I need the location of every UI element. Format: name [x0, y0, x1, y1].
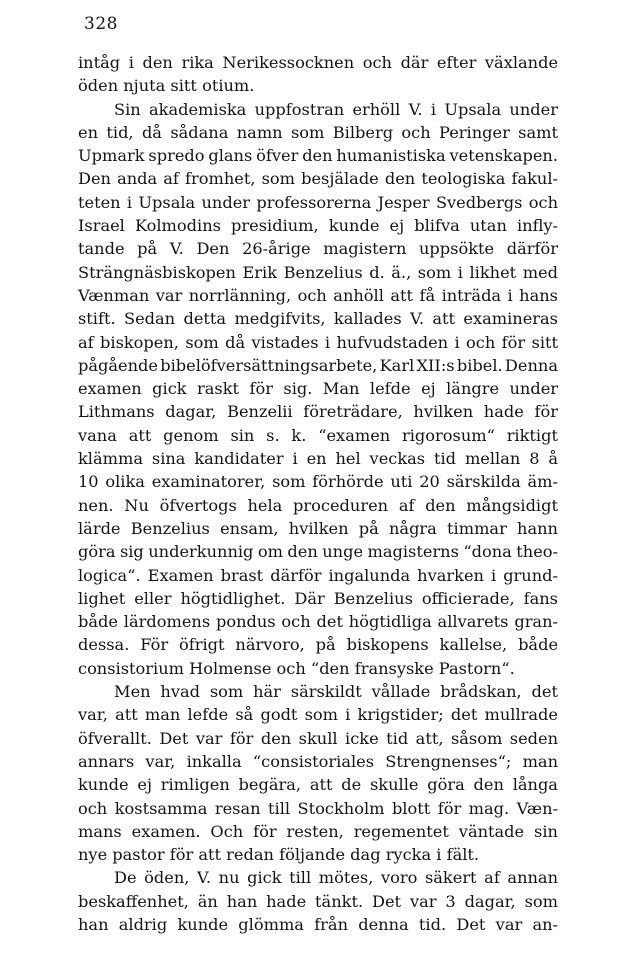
- text-line: De öden, V. nu gick till mötes, voro säkert af annan: [114, 868, 558, 888]
- text-line: stift. Sedan detta medgifvits, kallades V. att examineras: [78, 309, 558, 329]
- text-line: examen gick raskt för sig. Man lefde ej längre under: [78, 379, 559, 399]
- text-line: Lithmans dagar, Benzelii företrädare, hvilken hade för: [78, 402, 558, 422]
- text-line: en tid, då sådana namn som Bilberg och Peringer samt: [78, 122, 558, 142]
- text-line: Sin akademiska uppfostran erhöll V. i Upsala under: [114, 99, 558, 119]
- text-line: var, att man lefde så godt som i krigstider; det mullrade: [78, 705, 558, 725]
- text-line: Vænman var norrlänning, och anhöll att få inträda i hans: [78, 285, 558, 305]
- page-number: 328: [84, 14, 118, 34]
- text-line: vana att genom sin s. k. “examen rigorosum“ riktigt: [78, 425, 558, 445]
- text-line: annars var, inkalla “consistoriales Strengnenses“; man: [78, 751, 559, 771]
- text-line: lighet eller högtidlighet. Där Benzelius officierade, fans: [78, 588, 558, 608]
- text-line: logica“. Examen brast därför ingalunda hvarken i grund-: [78, 565, 558, 585]
- text-line: och kostsamma resan till Stockholm blott för mag. Væn-: [78, 798, 558, 818]
- text-line: klämma sina kandidater i en hel veckas tid mellan 8 å: [78, 449, 559, 469]
- text-line: teten i Upsala under professorerna Jesper Svedbergs och: [78, 192, 559, 212]
- text-line: Men hvad som här särskildt vållade brådskan, det: [114, 682, 558, 702]
- text-line: tande på V. Den 26-årige magistern uppsökte därför: [78, 239, 558, 259]
- text-line: af biskopen, som då vistades i hufvudstaden i och för sitt: [78, 332, 559, 352]
- text-line: nen. Nu öfvertogs hela proceduren af den mångsidigt: [78, 495, 558, 515]
- body-text: [78, 51, 558, 936]
- text-line: dessa. För öfrigt närvoro, på biskopens kallelse, både: [78, 635, 559, 655]
- text-line: göra sig underkunnig om den unge magisterns “dona theo-: [78, 542, 558, 562]
- text-line: nye pastor för att redan följande dag rycka i fält.: [78, 845, 480, 865]
- text-line: han aldrig kunde glömma från denna tid. Det var an-: [78, 914, 558, 934]
- text-line: intåg i den rika Nerikessocknen och där efter växlande: [78, 53, 559, 72]
- text-line: 10 olika examinatorer, som förhörde uti 20 särskilda äm-: [78, 472, 559, 492]
- text-line: Upmark spredo glans öfver den humanistiska vetenskapen.: [78, 146, 558, 166]
- text-line: Israel Kolmodins presidium, kunde ej blifva utan infly-: [78, 216, 559, 236]
- text-line: consistorium Holmense och “den fransyske Pastorn“.: [78, 658, 515, 678]
- text-line: Den anda af fromhet, som besjälade den teologiska fakul-: [78, 169, 559, 189]
- text-line: lärde Benzelius ensam, hvilken på några timmar hann: [78, 518, 558, 538]
- text-line: både lärdomens pondus och det högtidliga allvarets gran-: [78, 612, 558, 632]
- text-line: Strängnäsbiskopen Erik Benzelius d. ä., som i likhet med: [78, 262, 558, 282]
- text-line: öfverallt. Det var för den skull icke tid att, såsom seden: [78, 728, 559, 748]
- text-line: mans examen. Och för resten, regementet väntade sin: [78, 821, 558, 841]
- text-line: pågående bibelöfversättningsarbete, Karl XII:s bibel. Denna: [78, 355, 558, 375]
- text-line: öden njuta sitt otium.: [78, 76, 255, 96]
- text-line: beskaffenhet, än han hade tänkt. Det var 3 dagar, som: [78, 891, 558, 911]
- text-line: kunde ej rimligen begära, att de skulle göra den långa: [78, 775, 558, 795]
